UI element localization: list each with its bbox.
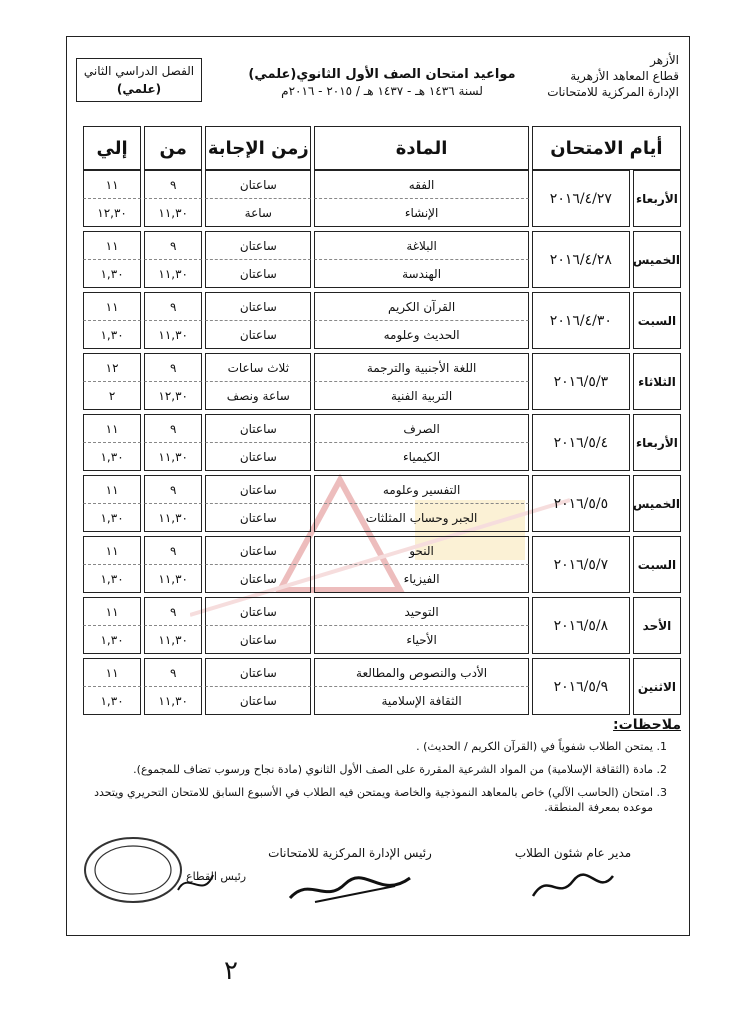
header-from: من <box>144 126 202 170</box>
exam-date: ٢٠١٦/٥/٩ <box>532 658 630 715</box>
exam-date: ٢٠١٦/٤/٢٧ <box>532 170 630 227</box>
exam-day: الاثنين <box>633 658 681 715</box>
subject-cell: الجبر وحساب المثلثات <box>314 504 528 532</box>
duration-cell: ساعتان <box>205 536 311 565</box>
to-time-cell: ١,٣٠ <box>83 687 141 715</box>
duration-cell: ساعتان <box>205 443 311 471</box>
to-time-cell: ١١ <box>83 658 141 687</box>
from-time-cell: ٩ <box>144 414 202 443</box>
from-time-cell: ١١,٣٠ <box>144 565 202 593</box>
to-time-cell: ١١ <box>83 536 141 565</box>
exam-schedule-table <box>80 126 684 715</box>
to-time-cell: ١,٣٠ <box>83 260 141 288</box>
subject-cell: اللغة الأجنبية والترجمة <box>314 353 528 382</box>
to-time-cell: ٢ <box>83 382 141 410</box>
document-title: مواعيد امتحان الصف الأول الثانوي(علمي) <box>248 67 516 82</box>
academic-year: لسنة ١٤٣٦ هـ - ١٤٣٧ هـ / ٢٠١٥ - ٢٠١٦م <box>281 84 483 98</box>
table-row <box>83 414 681 443</box>
exam-date: ٢٠١٦/٥/٥ <box>532 475 630 532</box>
note-item: 3. امتحان (الحاسب الآلي) خاص بالمعاهد النموذجية والخاصة ويمتحن فيه الطلاب في الأسبوع السابق للامتحان التحريري ويتحدد موعده بمعرفة المنطقة. <box>61 785 653 815</box>
from-time-cell: ٩ <box>144 475 202 504</box>
to-time-cell: ١١ <box>83 231 141 260</box>
header-subject: المادة <box>314 126 528 170</box>
from-time-cell: ٩ <box>144 536 202 565</box>
duration-cell: ساعتان <box>205 565 311 593</box>
subject-cell: الصرف <box>314 414 528 443</box>
from-time-cell: ١١,٣٠ <box>144 260 202 288</box>
table-row <box>83 353 681 382</box>
from-time-cell: ١١,٣٠ <box>144 626 202 654</box>
notes-section <box>61 718 681 823</box>
from-time-cell: ١١,٣٠ <box>144 504 202 532</box>
exam-date: ٢٠١٦/٤/٢٨ <box>532 231 630 288</box>
from-time-cell: ٩ <box>144 170 202 199</box>
table-row <box>83 231 681 260</box>
subject-cell: الأدب والنصوص والمطالعة <box>314 658 528 687</box>
to-time-cell: ١,٣٠ <box>83 565 141 593</box>
exam-day: السبت <box>633 536 681 593</box>
to-time-cell: ١١ <box>83 292 141 321</box>
exam-day: الثلاثاء <box>633 353 681 410</box>
duration-cell: ساعتان <box>205 658 311 687</box>
subject-cell: الحديث وعلومه <box>314 321 528 349</box>
notes-title: ملاحظات: <box>613 717 681 733</box>
from-time-cell: ٩ <box>144 353 202 382</box>
exam-date: ٢٠١٦/٥/٧ <box>532 536 630 593</box>
semester-label: الفصل الدراسي الثاني <box>83 64 195 78</box>
subject-cell: الأحياء <box>314 626 528 654</box>
subject-cell: النحو <box>314 536 528 565</box>
to-time-cell: ١١ <box>83 475 141 504</box>
table-row <box>83 536 681 565</box>
subject-cell: الإنشاء <box>314 199 528 227</box>
duration-cell: ساعتان <box>205 231 311 260</box>
subject-cell: الهندسة <box>314 260 528 288</box>
exam-date: ٢٠١٦/٥/٨ <box>532 597 630 654</box>
note-item: 1. يمتحن الطلاب شفوياً في (القرآن الكريم / الحديث) . <box>61 739 653 754</box>
table-row <box>83 597 681 626</box>
to-time-cell: ١١ <box>83 414 141 443</box>
duration-cell: ساعتان <box>205 597 311 626</box>
org-line-sector: قطاع المعاهد الأزهرية <box>570 69 679 83</box>
subject-cell: الثقافة الإسلامية <box>314 687 528 715</box>
to-time-cell: ١٢,٣٠ <box>83 199 141 227</box>
track-label: (علمي) <box>116 82 162 96</box>
to-time-cell: ١١ <box>83 170 141 199</box>
duration-cell: ساعتان <box>205 504 311 532</box>
subject-cell: التربية الفنية <box>314 382 528 410</box>
signature-students-affairs <box>488 846 658 906</box>
note-item: 2. مادة (الثقافة الإسلامية) من المواد الشرعية المقررة على الصف الأول الثانوي (مادة نجاح ورسوب تضاف للمجموع). <box>61 762 653 777</box>
header-to: إلي <box>83 126 141 170</box>
to-time-cell: ١,٣٠ <box>83 321 141 349</box>
duration-cell: ساعتان <box>205 475 311 504</box>
duration-cell: ساعتان <box>205 321 311 349</box>
handwritten-signature-icon <box>285 866 415 908</box>
from-time-cell: ١٢,٣٠ <box>144 382 202 410</box>
duration-cell: ساعتان <box>205 687 311 715</box>
signature-exams-head <box>240 846 460 908</box>
from-time-cell: ١١,٣٠ <box>144 687 202 715</box>
from-time-cell: ٩ <box>144 597 202 626</box>
subject-cell: الفقه <box>314 170 528 199</box>
table-row <box>83 292 681 321</box>
org-line-azhar: الأزهر <box>650 53 679 67</box>
from-time-cell: ٩ <box>144 292 202 321</box>
duration-cell: ساعتان <box>205 626 311 654</box>
exam-day: الأربعاء <box>633 170 681 227</box>
header-duration: زمن الإجابة <box>205 126 311 170</box>
subject-cell: الكيمياء <box>314 443 528 471</box>
table-header-row <box>83 126 681 170</box>
table-row <box>83 170 681 199</box>
from-time-cell: ١١,٣٠ <box>144 199 202 227</box>
handwritten-signature-icon <box>528 866 618 906</box>
exam-day: الأربعاء <box>633 414 681 471</box>
table-row <box>83 475 681 504</box>
organization-header <box>529 52 679 100</box>
duration-cell: ساعتان <box>205 170 311 199</box>
header-days: أيام الامتحان <box>532 126 681 170</box>
signature-title: مدير عام شئون الطلاب <box>514 846 632 860</box>
to-time-cell: ١,٣٠ <box>83 504 141 532</box>
from-time-cell: ٩ <box>144 658 202 687</box>
subject-cell: القرآن الكريم <box>314 292 528 321</box>
sector-head-label: رئيس القطاع <box>186 870 247 883</box>
from-time-cell: ١١,٣٠ <box>144 321 202 349</box>
org-line-exams-admin: الإدارة المركزية للامتحانات <box>547 85 679 99</box>
page-number: ٢ <box>224 956 238 986</box>
duration-cell: ساعة <box>205 199 311 227</box>
subject-cell: التفسير وعلومه <box>314 475 528 504</box>
exam-date: ٢٠١٦/٤/٣٠ <box>532 292 630 349</box>
duration-cell: ساعة ونصف <box>205 382 311 410</box>
subject-cell: الفيزياء <box>314 565 528 593</box>
to-time-cell: ١,٣٠ <box>83 626 141 654</box>
semester-box <box>76 58 202 102</box>
to-time-cell: ١,٣٠ <box>83 443 141 471</box>
exam-date: ٢٠١٦/٥/٤ <box>532 414 630 471</box>
duration-cell: ساعتان <box>205 414 311 443</box>
to-time-cell: ١٢ <box>83 353 141 382</box>
exam-day: الخميس <box>633 475 681 532</box>
exam-date: ٢٠١٦/٥/٣ <box>532 353 630 410</box>
duration-cell: ساعتان <box>205 292 311 321</box>
subject-cell: البلاغة <box>314 231 528 260</box>
exam-day: الأحد <box>633 597 681 654</box>
document-title-block <box>232 66 532 100</box>
duration-cell: ثلاث ساعات <box>205 353 311 382</box>
table-row <box>83 658 681 687</box>
exam-day: السبت <box>633 292 681 349</box>
signature-title: رئيس الإدارة المركزية للامتحانات <box>268 846 432 860</box>
from-time-cell: ١١,٣٠ <box>144 443 202 471</box>
exam-day: الخميس <box>633 231 681 288</box>
duration-cell: ساعتان <box>205 260 311 288</box>
subject-cell: التوحيد <box>314 597 528 626</box>
to-time-cell: ١١ <box>83 597 141 626</box>
from-time-cell: ٩ <box>144 231 202 260</box>
